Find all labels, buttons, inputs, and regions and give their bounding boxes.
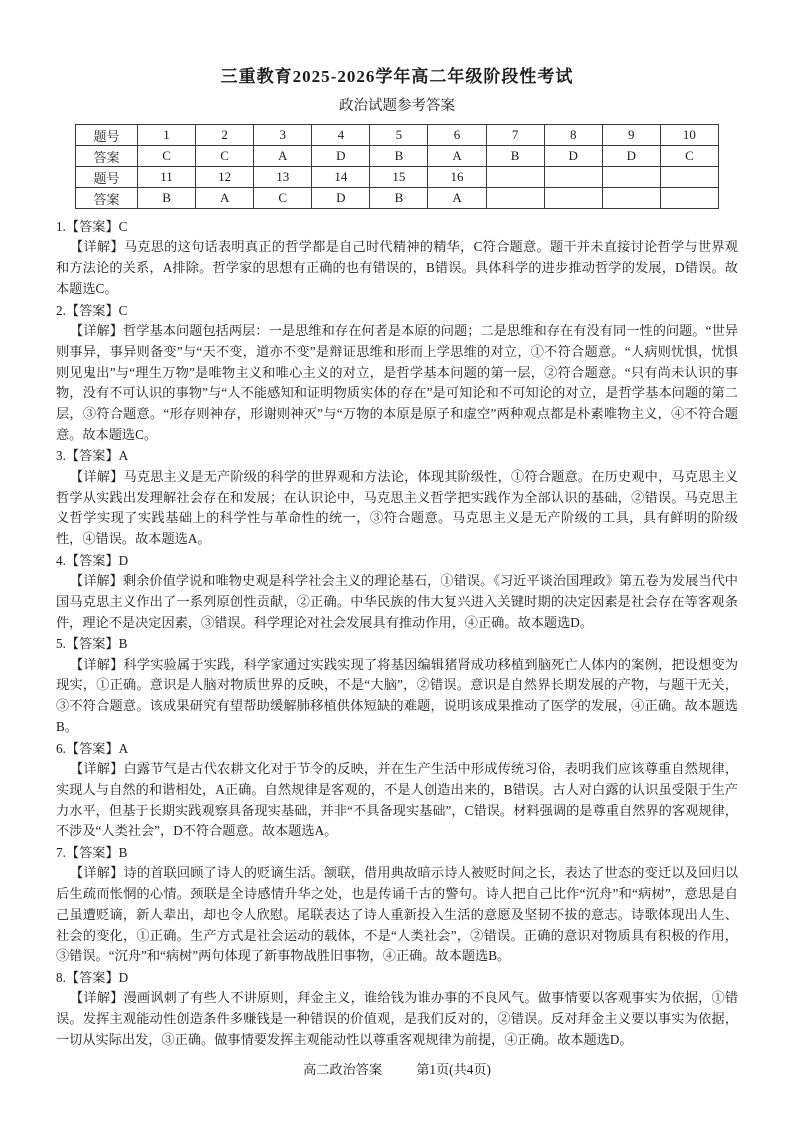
answer-line [56,843,738,863]
table-row [76,125,719,146]
table-row-label: 题号 [76,125,138,146]
answer-label: 【答案】 [65,302,119,318]
answer-label: 【答案】 [65,970,119,986]
answer-key-table [75,124,719,209]
detail-label: 【详解】 [70,323,123,339]
table-cell [602,188,660,209]
page-footer [0,1059,794,1078]
table-cell: 11 [138,167,196,188]
table-cell: 7 [486,125,544,146]
table-cell: D [602,146,660,167]
table-cell [602,167,660,188]
detail-paragraph [56,655,738,738]
answer-value: B [118,844,128,860]
footer-page-number: 第1页(共4页) [416,1062,491,1077]
question-number: 8. [56,970,66,986]
table-cell: 6 [428,125,486,146]
table-cell [486,167,544,188]
table-cell: 5 [370,125,428,146]
question-number: 7. [56,844,66,860]
explanation-block [56,843,738,967]
explanation-block [56,217,738,300]
detail-label: 【详解】 [70,656,124,672]
detail-label: 【详解】 [70,468,124,484]
answer-label: 【答案】 [65,219,119,234]
table-cell: 14 [312,167,370,188]
table-row [76,188,719,209]
detail-label: 【详解】 [70,865,124,881]
table-cell: 12 [196,167,254,188]
table-cell: D [312,188,370,209]
table-cell: C [660,146,718,167]
detail-text: 漫画讽刺了有些人不讲原则，拜金主义，谁给钱为谁办事的不良风气。做事情要以客观事实为依据，①错误。发挥主观能动性创造条件多赚钱是一种错误的价值观，是我们反对的，②错误。反对拜金主义要以事实为依据，一切从实际出发，③正确。做事情要发挥主观能动性以尊重客观规律为前提，④正确。故本题选D。 [56,990,739,1047]
detail-paragraph [56,988,738,1050]
table-cell: A [254,146,312,167]
answer-value: B [118,636,128,652]
question-number: 6. [56,740,66,756]
detail-label: 【详解】 [70,239,124,255]
footer-course-label: 高二政治答案 [303,1062,383,1077]
table-cell: 2 [196,125,254,146]
answer-label: 【答案】 [65,552,119,568]
table-cell: 3 [254,125,312,146]
answer-line [56,217,738,237]
detail-paragraph [56,571,738,633]
detail-paragraph [56,863,738,967]
table-cell: D [312,146,370,167]
table-cell: 9 [602,125,660,146]
detail-paragraph [56,759,738,842]
explanation-block [56,739,738,842]
table-cell: 1 [138,125,196,146]
table-cell [544,188,602,209]
detail-paragraph [56,467,738,550]
table-cell: 13 [254,167,312,188]
table-cell [544,167,602,188]
question-number: 2. [56,302,66,318]
table-cell: 4 [312,125,370,146]
question-number: 3. [56,448,66,464]
detail-text: 诗的首联回顾了诗人的贬谪生活。颔联，借用典故暗示诗人被贬时间之长，表达了世态的变迁以及回归以后生疏而怅惘的心情。颈联是全诗感情升华之处，也是传诵千古的警句。诗人把自己比作“沉舟”和“病树”，意思是自己虽遭贬谪，新人辈出，却也令人欣慰。尾联表达了诗人重新投入生活的意愿及坚韧不拔的意志。诗歌体现出人生、社会的变化，①正确。生产方式是社会运动的载体，不是“人类社会”，②错误。正确的意识对物质具有积极的作用，③错误。“沉舟”和“病树”两句体现了新事物战胜旧事物，④正确。故本题选B。 [56,865,739,964]
answer-line [56,968,738,988]
detail-label: 【详解】 [70,573,123,589]
table-row-label: 答案 [76,188,138,209]
table-row-label: 答案 [76,146,138,167]
answer-value: D [118,970,129,986]
table-cell: A [196,188,254,209]
detail-text: 哲学基本问题包括两层：一是思维和存在何者是本原的问题；二是思维和存在有没有同一性的问题。“世异则事异，事异则备变”与“天不变，道亦不变”是辩证思维和形而上学思维的对立，①不符合题意。“人病则忧惧，忧惧则见鬼出”与“理生万物”是唯物主义和唯心主义的对立，是哲学基本问题的第一层，②符合题意。“只有尚未认识的事物，没有不可认识的事物”与“人不能感知和证明物质实体的存在”是可知论和不可知论的对立，是哲学基本问题的第二层，③符合题意。“形存则神存，形谢则神灭”与“万物的本原是原子和虚空”两种观点都是朴素唯物主义，④不符合题意。故本题选C。 [56,323,739,442]
table-cell: 8 [544,125,602,146]
detail-text: 科学实验属于实践，科学家通过实践实现了将基因编辑猪肾成功移植到脑死亡人体内的案例，把设想变为现实，①正确。意识是人脑对物质世界的反映，不是“大脑”，②错误。意识是自然界长期发展的产物，与题干无关，③不符合题意。该成果研究有望帮助缓解肺移植供体短缺的难题，说明该成果推动了医学的发展，④正确。故本题选B。 [56,656,739,734]
table-cell: B [370,188,428,209]
detail-label: 【详解】 [70,990,124,1006]
table-cell: B [370,146,428,167]
table-cell: 10 [660,125,718,146]
table-row [76,167,719,188]
detail-label: 【详解】 [70,761,124,777]
detail-paragraph [56,321,738,445]
detail-text: 白露节气是古代农耕文化对于节令的反映，并在生产生活中形成传统习俗，表明我们应该尊重自然规律，实现人与自然的和谐相处，A正确。自然规律是客观的，不是人创造出来的，B错误。古人对白露的认识虽受限于生产力水平，但基于长期实践观察具备现实基础，并非“不具备现实基础”，C错误。材料强调的是尊重自然界的客观规律，不涉及“人类社会”，D不符合题意。故本题选A。 [56,761,739,839]
explanation-block [56,968,738,1051]
table-cell: B [486,146,544,167]
detail-text: 马克思主义是无产阶级的科学的世界观和方法论，体现其阶级性，①符合题意。在历史观中，马克思主义哲学从实践出发理解社会存在和发展；在认识论中，马克思主义哲学把实践作为全部认识的基础，②错误。马克思主义哲学实现了实践基础上的科学性与革命性的统一，③符合题意。马克思主义是无产阶级的工具，具有鲜明的阶级性，④错误。故本题选A。 [56,468,739,546]
table-cell: D [544,146,602,167]
answer-line [56,446,738,466]
table-cell [660,188,718,209]
table-cell: 16 [428,167,486,188]
table-cell: C [138,146,196,167]
table-cell: A [428,188,486,209]
table-row [76,146,719,167]
question-number: 1. [56,219,66,234]
detail-text: 马克思的这句话表明真正的哲学都是自己时代精神的精华，C符合题意。题干并未直接讨论哲学与世界观和方法论的关系，A排除。哲学家的思想有正确的也有错误的，B错误。具体科学的进步推动哲学的发展，D错误。故本题选C。 [56,239,738,296]
answer-line [56,634,738,654]
table-cell [660,167,718,188]
explanation-block [56,551,738,634]
answer-value: C [118,302,128,318]
answer-label: 【答案】 [65,844,119,860]
table-cell: 15 [370,167,428,188]
table-cell: C [254,188,312,209]
answer-value: A [118,448,129,464]
answer-label: 【答案】 [65,740,119,756]
table-row-label: 题号 [76,167,138,188]
table-cell: C [196,146,254,167]
answer-line [56,739,738,759]
page-subtitle: 政治试题参考答案 [339,98,455,114]
answer-value: D [118,552,129,568]
question-number: 5. [56,636,66,652]
explanations-section [56,217,738,1051]
answer-value: C [118,219,128,234]
detail-paragraph [56,237,738,299]
detail-text: 剩余价值学说和唯物史观是科学社会主义的理论基石，①错误。《习近平谈治国理政》第五卷为发展当代中国马克思主义作出了一系列原创性贡献，②正确。中华民族的伟大复兴进入关键时期的决定因素是社会存在等客观条件，理论不是决定因素，③错误。科学理论对社会发展具有推动作用，④正确。故本题选D。 [56,573,738,630]
answer-line [56,301,738,321]
table-cell: B [138,188,196,209]
answer-label: 【答案】 [65,448,119,464]
explanation-block [56,634,738,737]
explanation-block [56,446,738,549]
table-cell: A [428,146,486,167]
question-number: 4. [56,552,66,568]
answer-label: 【答案】 [65,636,119,652]
page-title: 三重教育2025-2026学年高二年级阶段性考试 [220,67,574,86]
answer-line [56,551,738,571]
answer-value: A [118,740,129,756]
table-cell [486,188,544,209]
explanation-block [56,301,738,446]
